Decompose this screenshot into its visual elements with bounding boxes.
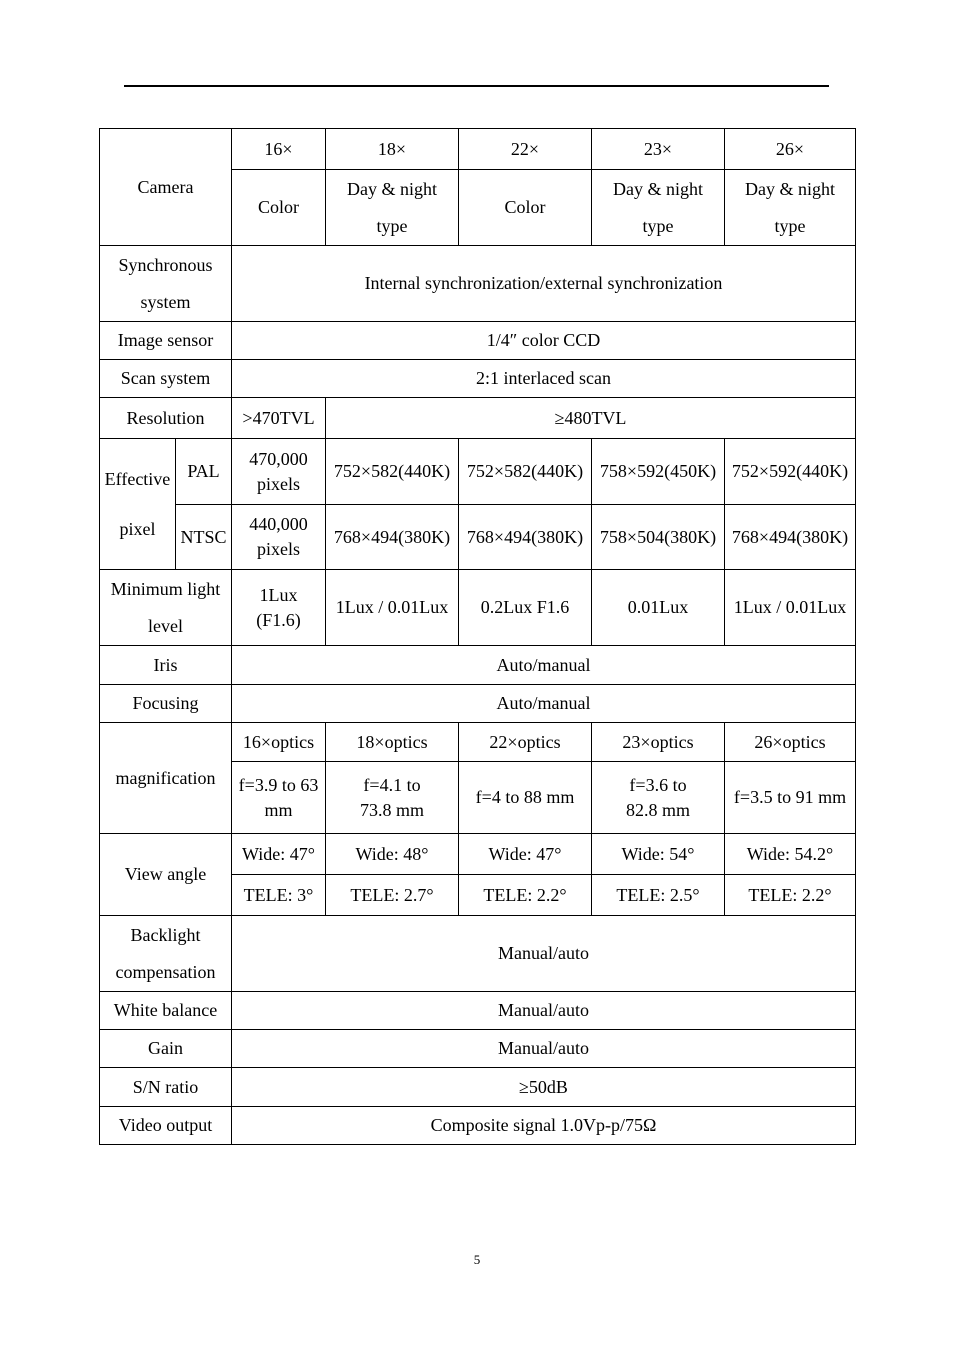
min-light-label: Minimum light level	[100, 570, 232, 646]
sn-ratio-value: ≥50dB	[232, 1068, 856, 1107]
white-balance-value: Manual/auto	[232, 992, 856, 1030]
pal-value: 758×592(450K)	[592, 439, 725, 505]
camera-type-cell: Color	[459, 170, 592, 246]
optics-cell: 18×optics	[326, 723, 459, 762]
sn-ratio-row	[100, 1068, 856, 1107]
header-rule	[124, 85, 829, 87]
tele-cell: TELE: 2.5°	[592, 875, 725, 916]
ntsc-first: 440,000 pixels	[232, 505, 326, 570]
focal-cell: f=3.6 to 82.8 mm	[592, 762, 725, 834]
video-output-label: Video output	[100, 1107, 232, 1145]
zoom-cell: 22×	[459, 129, 592, 170]
resolution-rest: ≥480TVL	[326, 398, 856, 439]
zoom-cell: 23×	[592, 129, 725, 170]
ntsc-value: 758×504(380K)	[592, 505, 725, 570]
zoom-cell: 26×	[725, 129, 856, 170]
backlight-label: Backlight compensation	[100, 916, 232, 992]
sync-row	[100, 246, 856, 322]
iris-label: Iris	[100, 646, 232, 685]
pal-value: 752×582(440K)	[459, 439, 592, 505]
camera-type-cell: Day & night type	[326, 170, 459, 246]
focal-cell: f=4 to 88 mm	[459, 762, 592, 834]
wide-cell: Wide: 47°	[459, 834, 592, 875]
backlight-row	[100, 916, 856, 992]
zoom-cell: 18×	[326, 129, 459, 170]
white-balance-row	[100, 992, 856, 1030]
min-light-value: 0.2Lux F1.6	[459, 570, 592, 646]
magnification-label: magnification	[100, 723, 232, 834]
wide-cell: Wide: 48°	[326, 834, 459, 875]
camera-type-cell: Day & night type	[592, 170, 725, 246]
camera-type-cell: Day & night type	[725, 170, 856, 246]
camera-label: Camera	[100, 129, 232, 246]
ntsc-row	[100, 505, 856, 570]
min-light-value: 1Lux / 0.01Lux	[326, 570, 459, 646]
wide-cell: Wide: 54°	[592, 834, 725, 875]
camera-spec-table	[99, 128, 856, 1145]
resolution-row	[100, 398, 856, 439]
tele-cell: TELE: 2.2°	[459, 875, 592, 916]
image-sensor-row	[100, 322, 856, 360]
focal-cell: f=3.9 to 63 mm	[232, 762, 326, 834]
min-light-first: 1Lux (F1.6)	[232, 570, 326, 646]
scan-system-row	[100, 360, 856, 398]
tele-cell: TELE: 2.2°	[725, 875, 856, 916]
backlight-value: Manual/auto	[232, 916, 856, 992]
pal-row	[100, 439, 856, 505]
sync-label: Synchronous system	[100, 246, 232, 322]
min-light-row	[100, 570, 856, 646]
tele-cell: TELE: 2.7°	[326, 875, 459, 916]
ntsc-value: 768×494(380K)	[326, 505, 459, 570]
wide-cell: Wide: 54.2°	[725, 834, 856, 875]
focusing-row	[100, 685, 856, 723]
white-balance-label: White balance	[100, 992, 232, 1030]
scan-system-value: 2:1 interlaced scan	[232, 360, 856, 398]
camera-zoom-row	[100, 129, 856, 170]
wide-cell: Wide: 47°	[232, 834, 326, 875]
min-light-value: 1Lux / 0.01Lux	[725, 570, 856, 646]
scan-system-label: Scan system	[100, 360, 232, 398]
video-output-value: Composite signal 1.0Vp-p/75Ω	[232, 1107, 856, 1145]
optics-cell: 22×optics	[459, 723, 592, 762]
focal-cell: f=3.5 to 91 mm	[725, 762, 856, 834]
optics-cell: 23×optics	[592, 723, 725, 762]
resolution-label: Resolution	[100, 398, 232, 439]
zoom-cell: 16×	[232, 129, 326, 170]
ntsc-value: 768×494(380K)	[725, 505, 856, 570]
resolution-first: >470TVL	[232, 398, 326, 439]
gain-label: Gain	[100, 1030, 232, 1068]
video-output-row	[100, 1107, 856, 1145]
wide-row	[100, 834, 856, 875]
iris-row	[100, 646, 856, 685]
iris-value: Auto/manual	[232, 646, 856, 685]
image-sensor-label: Image sensor	[100, 322, 232, 360]
effective-pixel-label: Effective pixel	[100, 439, 176, 570]
pal-label: PAL	[176, 439, 232, 505]
focusing-label: Focusing	[100, 685, 232, 723]
page-number: 5	[473, 1252, 481, 1267]
camera-type-cell: Color	[232, 170, 326, 246]
gain-value: Manual/auto	[232, 1030, 856, 1068]
ntsc-value: 768×494(380K)	[459, 505, 592, 570]
sn-ratio-label: S/N ratio	[100, 1068, 232, 1107]
pal-value: 752×592(440K)	[725, 439, 856, 505]
gain-row	[100, 1030, 856, 1068]
focal-cell: f=4.1 to 73.8 mm	[326, 762, 459, 834]
ntsc-label: NTSC	[176, 505, 232, 570]
view-angle-label: View angle	[100, 834, 232, 916]
min-light-value: 0.01Lux	[592, 570, 725, 646]
focusing-value: Auto/manual	[232, 685, 856, 723]
pal-value: 752×582(440K)	[326, 439, 459, 505]
pal-first: 470,000 pixels	[232, 439, 326, 505]
sync-value: Internal synchronization/external synchronization	[232, 246, 856, 322]
optics-cell: 16×optics	[232, 723, 326, 762]
optics-cell: 26×optics	[725, 723, 856, 762]
tele-cell: TELE: 3°	[232, 875, 326, 916]
optics-row	[100, 723, 856, 762]
image-sensor-value: 1/4″ color CCD	[232, 322, 856, 360]
